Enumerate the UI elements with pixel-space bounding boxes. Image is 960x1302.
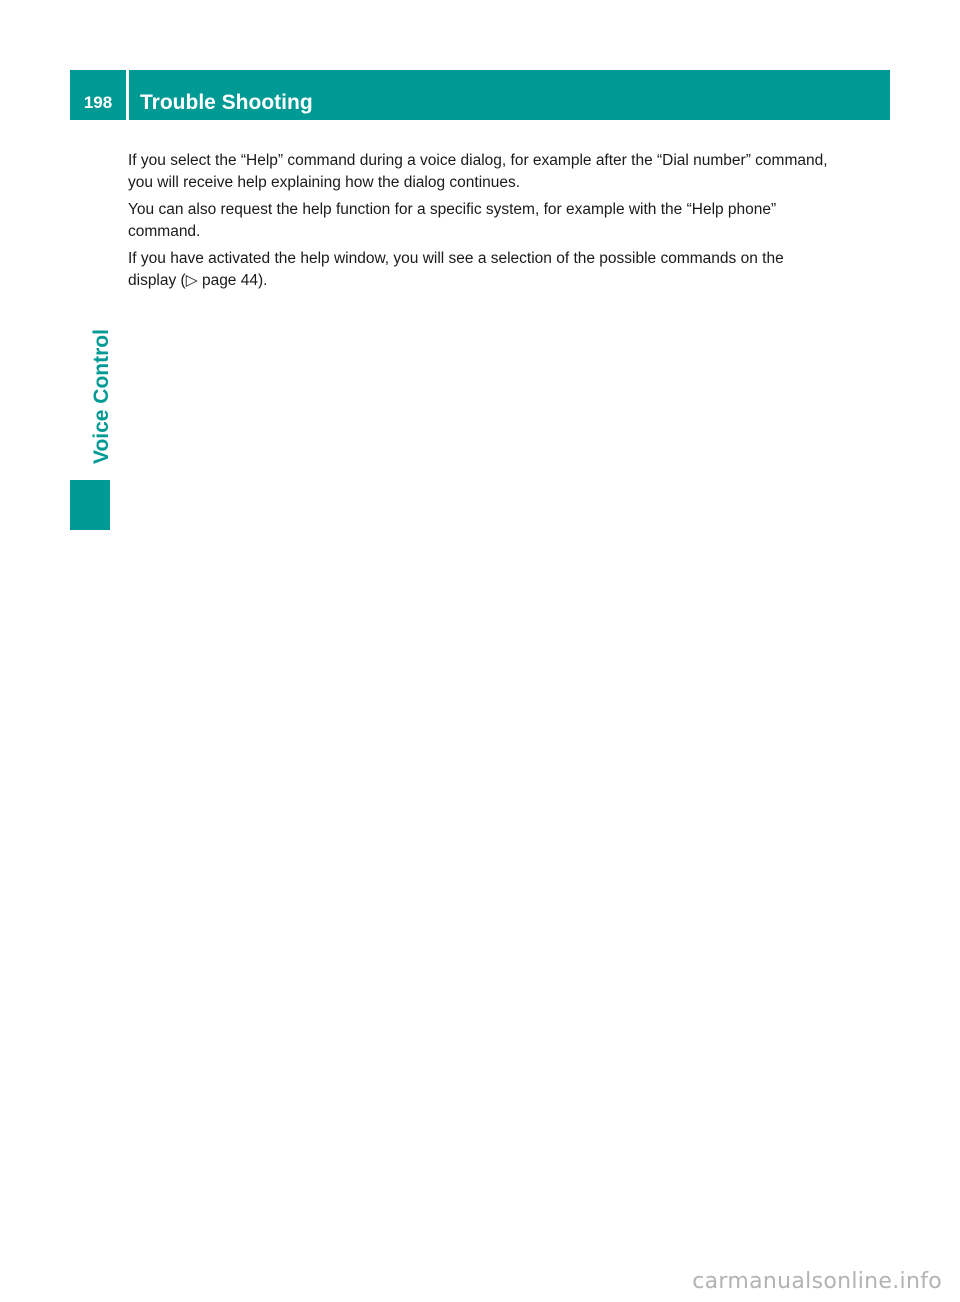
triangle-right-icon: ▷ [185, 272, 198, 289]
page-number: 198 [83, 93, 113, 112]
watermark: carmanualsonline.info [692, 1269, 942, 1294]
header-divider [126, 70, 129, 120]
side-tab-label: Voice Control [90, 329, 113, 464]
paragraph-help-command: If you select the “Help” command during a voice dialog, for example after the “Dial number” command, you will receive help explaining how the dialog continues. [128, 152, 828, 191]
page-reference: page 44). [197, 272, 268, 289]
header-bar [70, 70, 890, 120]
section-title: Trouble Shooting [140, 91, 313, 114]
paragraph-help-window [128, 248, 828, 292]
side-tab-label-wrap [70, 116, 113, 476]
side-tab-marker [70, 480, 110, 530]
paragraph-help-window-start: If you have activated the help window, you will see a selection of the possible commands on the display ( [128, 250, 784, 289]
paragraph-help-system: You can also request the help function for a specific system, for example with the “Help phone” command. [128, 201, 777, 240]
side-tab [70, 120, 113, 480]
body-text [128, 150, 828, 297]
